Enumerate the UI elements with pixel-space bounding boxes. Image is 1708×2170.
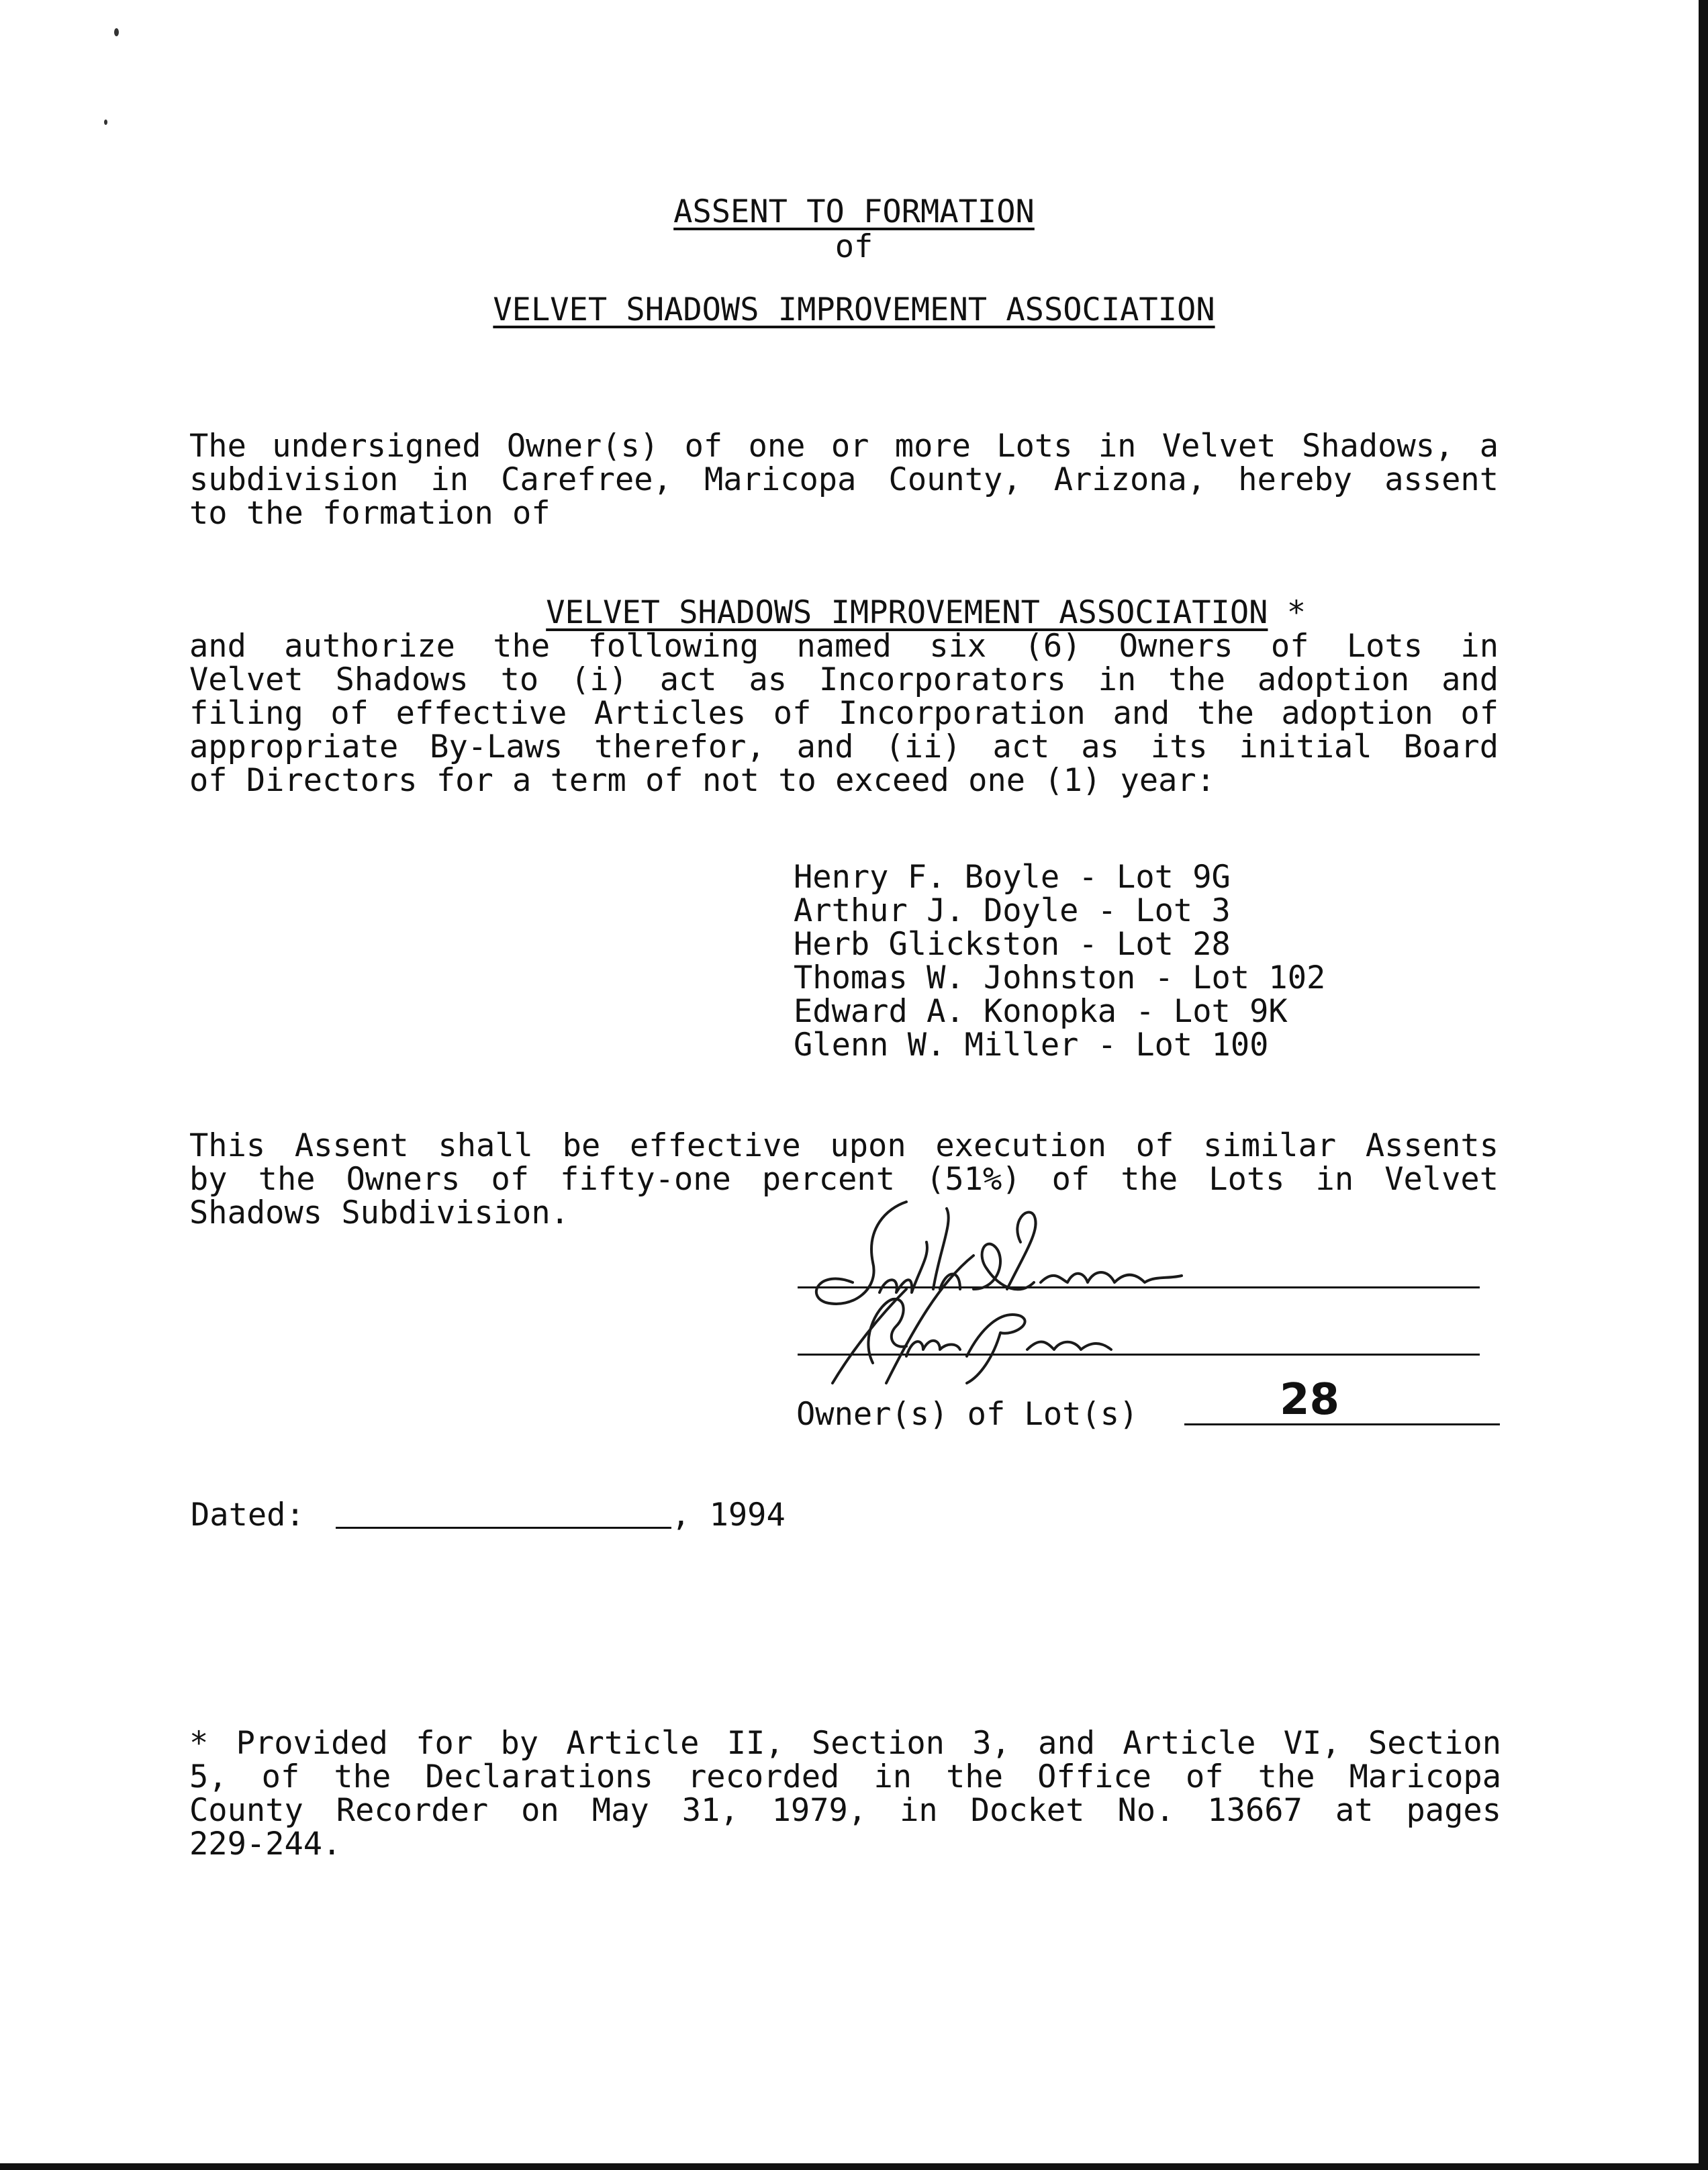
- footnote-paragraph: [189, 1727, 1501, 1861]
- director-item: Arthur J. Doyle - Lot 3: [794, 892, 1231, 929]
- footnote-line: County Recorder on May 31, 1979, in Docket No. 13667 at pages: [189, 1792, 1501, 1829]
- title-heading: ASSENT TO FORMATION: [673, 193, 1035, 230]
- handwritten-signature: [779, 1182, 1316, 1397]
- effective-line: Shadows Subdivision.: [189, 1194, 569, 1231]
- dated-year: , 1994: [671, 1497, 786, 1534]
- director-item: Henry F. Boyle - Lot 9G: [794, 859, 1231, 896]
- date-blank-line: [336, 1527, 671, 1529]
- footnote-line: 229-244.: [189, 1826, 342, 1862]
- lot-number-line: [1184, 1423, 1500, 1425]
- intro-line: subdivision in Carefree, Maricopa County, Arizona, hereby assent: [189, 461, 1499, 498]
- intro-line: to the formation of: [189, 495, 551, 532]
- intro-line: The undersigned Owner(s) of one or more Lots in Velvet Shadows, a: [189, 428, 1499, 465]
- association-name-text: VELVET SHADOWS IMPROVEMENT ASSOCIATION: [546, 594, 1268, 631]
- footnote-line: * Provided for by Article II, Section 3, and Article VI, Section: [189, 1725, 1501, 1762]
- lot-number-handwritten: 28: [1280, 1375, 1340, 1425]
- authorize-line: filing of effective Articles of Incorporation and the adoption of: [189, 695, 1499, 732]
- authorize-paragraph: [189, 630, 1499, 798]
- title-of: of: [835, 228, 873, 265]
- authorize-line: of Directors for a term of not to exceed one (1) year:: [189, 762, 1216, 799]
- footnote-marker: *: [1268, 594, 1307, 631]
- authorize-line: appropriate By-Laws therefor, and (ii) act as its initial Board: [189, 728, 1499, 765]
- scan-speck: [104, 120, 107, 125]
- director-item: Glenn W. Miller - Lot 100: [794, 1027, 1269, 1064]
- dated-label: Dated:: [191, 1497, 305, 1534]
- authorize-line: Velvet Shadows to (i) act as Incorporators in the adoption and: [189, 661, 1499, 698]
- association-heading: VELVET SHADOWS IMPROVEMENT ASSOCIATION: [493, 291, 1215, 328]
- director-item: Herb Glickston - Lot 28: [794, 926, 1231, 963]
- directors-list: [794, 861, 1325, 1062]
- intro-paragraph: [189, 430, 1499, 530]
- owner-lot-label: Owner(s) of Lot(s): [796, 1396, 1139, 1433]
- scan-speck: [114, 28, 119, 36]
- scan-edge-bottom: [0, 2163, 1708, 2170]
- effective-line: by the Owners of fifty-one percent (51%) of the Lots in Velvet: [189, 1161, 1499, 1198]
- authorize-line: and authorize the following named six (6) Owners of Lots in: [189, 628, 1499, 665]
- footnote-line: 5, of the Declarations recorded in the Office of the Maricopa: [189, 1758, 1501, 1795]
- director-item: Edward A. Konopka - Lot 9K: [794, 993, 1288, 1030]
- director-item: Thomas W. Johnston - Lot 102: [794, 959, 1326, 996]
- effective-line: This Assent shall be effective upon execution of similar Assents: [189, 1127, 1499, 1164]
